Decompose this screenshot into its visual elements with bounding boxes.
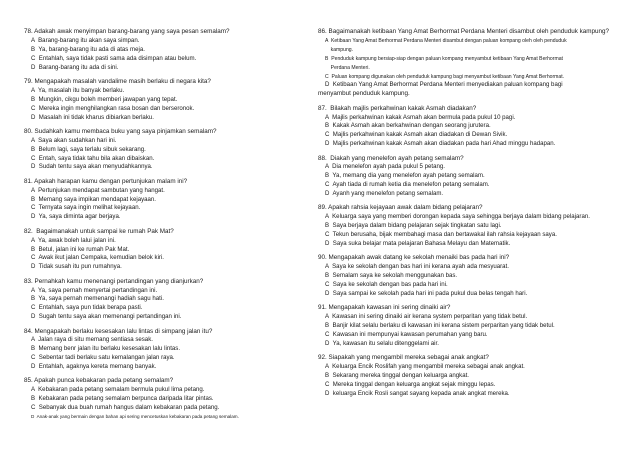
answer-option: A Kebakaran pada petang semalam bermula pukul lima petang. (31, 386, 205, 394)
question-block (24, 228, 316, 273)
question-stem: 83. Pernahkah kamu menenangi pertandingan yang dianjurkan? (24, 277, 204, 285)
answer-option: A Ya, awak boleh lalui jalan ini. (31, 236, 116, 244)
answer-option: C Kawasan ini mempunyai kawasan perumahan yang baru. (325, 331, 488, 339)
answer-option: D Masalah ini tidak kharus dibiarkan berlaku. (31, 113, 154, 121)
right-column (318, 28, 618, 404)
question-block (318, 304, 618, 349)
question-block (318, 155, 618, 200)
question-block (24, 78, 316, 123)
answer-option: C Entahlah, saya pun tidak berapa pasti. (31, 304, 143, 312)
answer-option: A Barang-barang itu akan saya simpan. (31, 36, 140, 44)
answer-option: B Betul, jalan ini ke rumah Pak Mat. (31, 245, 130, 253)
answer-option: C Entahlah, saya tidak pasti sama ada disimpan atau belum. (31, 54, 197, 62)
question-block (24, 377, 316, 422)
question-stem: 88. Diakah yang menelefon ayah petang semalam? (318, 154, 464, 162)
answer-option: B Kebakaran pada petang semalam berpunca daripada litar pintas. (31, 395, 214, 403)
answer-option: D Saya sampai ke sekolah pada hari ini pada pukul dua belas tengah hari. (325, 290, 528, 298)
answer-option: D Ayanh yang menelefon petang semalam. (325, 190, 444, 198)
answer-option: B Ya, saya pernah memenangi hadiah sagu hati. (31, 295, 164, 303)
question-stem: 79. Mengapakah masalah vandalime masih berlaku di negara kita? (24, 77, 211, 85)
answer-option: A Jalan raya di situ memang sentiasa sesak. (31, 336, 153, 344)
question-block (24, 178, 316, 223)
question-block (318, 204, 618, 249)
answer-option: C Ayah tiada di rumah ketia dia menelefon petang semalam. (325, 181, 490, 189)
answer-option: C Entah, saya tidak tahu bila akan dibaiskan. (31, 154, 155, 162)
answer-option: A Ketibaan Yang Amat Berhormat Perdana Menteri disambut dengan paluan kompang oleh oleh penduduk kampung. (325, 37, 567, 53)
answer-option: B Mungkin, cikgu boleh memberi jawapan yang tepat. (31, 95, 178, 103)
answer-option: A Dia menelefon ayah pada pukul 5 petang. (325, 163, 445, 171)
answer-option: D Tidak susah itu pun rumahnya. (31, 263, 122, 271)
question-block (24, 128, 316, 173)
question-block (318, 254, 618, 299)
question-block (318, 354, 618, 399)
question-stem: 91. Mengapakah kawasan ini sering dinaiki air? (318, 304, 451, 312)
question-stem: 81. Apakah harapan kamu dengan pertunjukan malam ini? (24, 177, 188, 185)
answer-option: C Mereka tinggal dengan keluarga angkat sejak minggu lepas. (325, 380, 496, 388)
answer-option: B Semalam saya ke sekolah menggunakan bas. (325, 272, 458, 280)
answer-option: B Sekarang mereka tinggal dengan keluarga angkat. (325, 372, 469, 380)
answer-option: B Saya berjaya dalam bidang pelajaran sejak tingkatan satu lagi. (325, 222, 502, 230)
answer-option: A Pertunjukan mendapat sambutan yang hangat. (31, 186, 165, 194)
question-stem: 84. Mengapakah berlaku kesesakan lalu lintas di simpang jalan itu? (24, 327, 213, 335)
answer-option: A Kawasan ini sering dinaiki air kerana system perparitan yang tidak betul. (325, 313, 528, 321)
question-stem: 87. Bilakah majlis perkahwinan kakak Asmah diadakan? (318, 104, 477, 112)
answer-option: D Entahlah, agaknya kereta memang banyak. (31, 363, 157, 371)
answer-option: D Saya suka belajar mata pelajaran Bahasa Melayu dan Matematik. (325, 240, 511, 248)
answer-option: D Barang-barang itu ada di sini. (31, 63, 119, 71)
question-block (318, 105, 618, 150)
answer-option: D keluarga Encik Rosli sangat sayang kepada anak angkat mereka. (325, 389, 510, 397)
answer-option: D Majlis perkahwinan kakak Asmah akan diadakan pada hari Ahad minggu hadapan. (325, 140, 556, 148)
answer-option: C Sebanyak dua buah rumah hangus dalam kebakaran pada petang. (31, 404, 220, 412)
question-block (24, 278, 316, 323)
answer-option: C Sebentar tadi berlaku satu kemalangan jalan raya. (31, 354, 175, 362)
answer-option: A Keluarga Encik Roslifah yang mengambil mereka sebagai anak angkat. (325, 363, 525, 371)
answer-option: C Tekun berusaha, bijak membahagi masa dan bertawakal ilah rahsia kejayaan saya. (325, 231, 557, 239)
answer-option: A Saya ke sekolah dengan bas hari ini kerana ayah ada mesyuarat. (325, 263, 509, 271)
answer-option: B Memang saya impikan mendapat kejayaan. (31, 195, 156, 203)
answer-option: D Anak-anak yang bermain dengan bahan api sering mencetuskan kebakaran pada petang semalam. (31, 414, 239, 420)
answer-option: B Penduduk kampung bersiap-siap dengan paluan kompang menyambut ketibaan Yang Amat Berhormat Perdana Menteri. (325, 55, 563, 71)
answer-option: A Ya, masalah itu banyak berlaku. (31, 86, 125, 94)
answer-option: B Kakak Asmah akan berkahwinan dengan seorang jurutera. (325, 122, 491, 130)
answer-option: C Paluan kompang digunakan oleh penduduk kampung bagi menyambut ketibaan Yang Amat Berhormat. (325, 73, 565, 80)
left-column (24, 28, 316, 427)
answer-option: A Keluarga saya yang memberi dorongan kepada saya sehingga berjaya dalam bidang pelajaran. (325, 213, 590, 221)
answer-option: C Mereka ingin menghilangkan rasa bosan dan berseronok. (31, 104, 195, 112)
question-stem: 86. Bagaimanakah ketibaan Yang Amat Berhormat Perdana Menteri disambut oleh penduduk kampung? (318, 28, 610, 35)
answer-option: A Saya akan sudahkan hari ini. (31, 136, 117, 144)
question-block (24, 328, 316, 373)
answer-option: B Ya, memang dia yang menelefon ayah petang semalam. (325, 172, 485, 180)
question-stem: 85. Apakah punca kebakaran pada petang semalam? (24, 377, 174, 385)
question-stem: 80. Sudahkah kamu membaca buku yang saya pinjamkan semalam? (24, 127, 217, 135)
answer-option: B Memang benr jalan itu berlaku kesesakan lalu lintas. (31, 345, 181, 353)
answer-option: D Sugah tentu saya akan memenangi pertandingan ini. (31, 313, 182, 321)
answer-option: B Belum lagi, saya terlalu sibuk sekarang. (31, 145, 146, 153)
answer-option: D Ketibaan Yang Amat Berhormat Perdana Menteri menyediakan paluan kompang bagi (325, 81, 563, 89)
answer-option: D Sudah tentu saya akan menyudahkannya. (31, 163, 153, 171)
question-stem: 90. Mengapakah awak datang ke sekolah menaiki bas pada hari ini? (318, 254, 510, 262)
question-stem: 89. Apakah rahsia kejayaan awak dalam bidang pelajaran? (318, 204, 483, 212)
answer-option: A Majlis perkahwinan kakak Asmah akan bermula pada pukul 10 pagi. (325, 113, 516, 121)
answer-option: C Awak ikut jalan Cempaka, kemudian belok kiri. (31, 254, 164, 262)
answer-option: D Ya, kawasan itu selalu ditenggelami air. (325, 339, 439, 347)
answer-option: C Saya ke sekolah dengan bas pada hari ini. (325, 281, 448, 289)
question-stem: 78. Adakah awak menyimpan barang-barang yang saya pesan semalam? (24, 28, 230, 35)
answer-option: A Ya, saya pernah menyertai pertandingan ini. (31, 286, 158, 294)
answer-option: B Banjir kilat selalu berlaku di kawasan ini kerana sistem perparitan yang tidak betul. (325, 322, 555, 330)
question-stem: 82. Bagaimanakah untuk sampai ke rumah Pak Mat? (24, 227, 174, 235)
answer-option: B Ya, barang-barang itu ada di atas meja. (31, 45, 145, 53)
answer-option: C Majlis perkahwinan kakak Asmah akan diadakan di Dewan Sivik. (325, 131, 508, 139)
option-continuation: menyambut penduduk kampung. (318, 90, 410, 98)
answer-option: D Ya, saya diminta agar berjaya. (31, 213, 121, 221)
question-stem: 92. Siapakah yang mengambil mereka sebagai anak angkat? (318, 354, 489, 362)
question-block (24, 28, 316, 73)
answer-option: C Ternyata saya ingin melihat kejayaan. (31, 204, 141, 212)
question-block (318, 28, 618, 99)
